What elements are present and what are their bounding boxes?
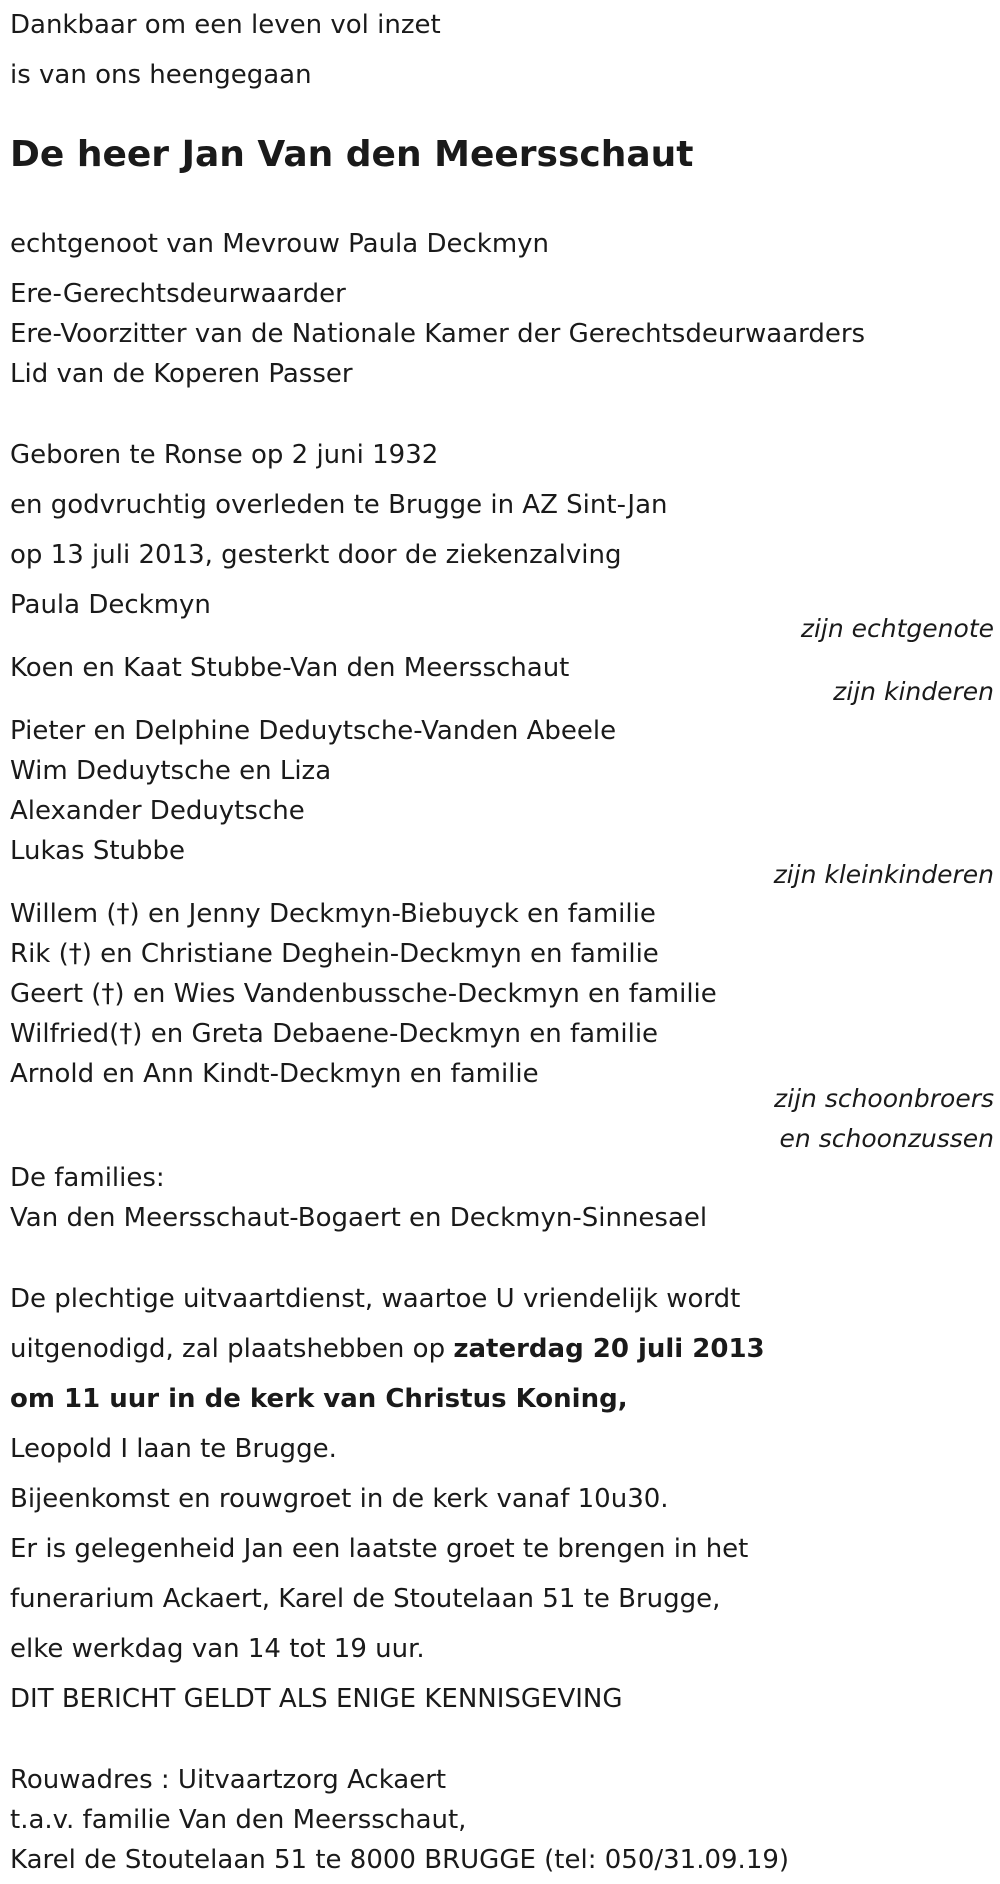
service-address: Leopold I laan te Brugge. [10, 1434, 337, 1464]
title-line: Ere-Gerechtsdeurwaarder [10, 279, 346, 309]
service-date: zaterdag 20 juli 2013 [453, 1334, 765, 1364]
service-time-location: om 11 uur in de kerk van Christus Koning, [10, 1384, 628, 1414]
families-names: Van den Meersschaut-Bogaert en Deckmyn-Sinnesael [10, 1203, 708, 1233]
grandchild-name: Wim Deduytsche en Liza [10, 756, 332, 786]
death-line: en godvruchtig overleden te Brugge in AZ Sint-Jan [10, 490, 668, 520]
wife-relation: zijn echtgenote [800, 614, 994, 643]
farewell-line-1: Er is gelegenheid Jan een laatste groet te brengen in het [10, 1534, 749, 1564]
death-date-line: op 13 juli 2013, gesterkt door de ziekenzalving [10, 540, 622, 570]
address-line-3: Karel de Stoutelaan 51 te 8000 BRUGGE (tel: 050/31.09.19) [10, 1845, 790, 1875]
address-line-2: t.a.v. familie Van den Meersschaut, [10, 1805, 467, 1835]
in-law-name: Rik (†) en Christiane Deghein-Deckmyn en familie [10, 939, 659, 969]
children-relation: zijn kinderen [833, 677, 994, 706]
families-label: De families: [10, 1163, 165, 1193]
in-law-name: Willem (†) en Jenny Deckmyn-Biebuyck en familie [10, 899, 656, 929]
address-line-1: Rouwadres : Uitvaartzorg Ackaert [10, 1765, 447, 1795]
in-laws-relation-line-1: zijn schoonbroers [774, 1084, 994, 1113]
children-name: Koen en Kaat Stubbe-Van den Meersschaut [10, 653, 570, 683]
service-line-2 [10, 1331, 765, 1367]
intro-line-2: is van ons heengegaan [10, 60, 312, 90]
birth-line: Geboren te Ronse op 2 juni 1932 [10, 440, 439, 470]
in-law-name: Geert (†) en Wies Vandenbussche-Deckmyn en familie [10, 979, 717, 1009]
intro-line-1: Dankbaar om een leven vol inzet [10, 10, 441, 40]
service-line-1: De plechtige uitvaartdienst, waartoe U vriendelijk wordt [10, 1284, 741, 1314]
title-line: Ere-Voorzitter van de Nationale Kamer der Gerechtsdeurwaarders [10, 319, 866, 349]
grandchildren-relation: zijn kleinkinderen [773, 860, 994, 889]
title-line: Lid van de Koperen Passer [10, 359, 353, 389]
grandchild-name: Pieter en Delphine Deduytsche-Vanden Abeele [10, 716, 617, 746]
service-line-2-text: uitgenodigd, zal plaatshebben op [10, 1334, 454, 1364]
gathering-line: Bijeenkomst en rouwgroet in de kerk vanaf 10u30. [10, 1484, 669, 1514]
in-law-name: Wilfried(†) en Greta Debaene-Deckmyn en familie [10, 1019, 659, 1049]
farewell-line-3: elke werkdag van 14 tot 19 uur. [10, 1634, 425, 1664]
wife-name: Paula Deckmyn [10, 590, 211, 620]
spouse-line: echtgenoot van Mevrouw Paula Deckmyn [10, 229, 550, 259]
notice-line: DIT BERICHT GELDT ALS ENIGE KENNISGEVING [10, 1684, 623, 1714]
deceased-name: De heer Jan Van den Meersschaut [10, 134, 694, 175]
grandchild-name: Alexander Deduytsche [10, 796, 305, 826]
farewell-line-2: funerarium Ackaert, Karel de Stoutelaan 51 te Brugge, [10, 1584, 721, 1614]
grandchild-name: Lukas Stubbe [10, 836, 186, 866]
in-law-name: Arnold en Ann Kindt-Deckmyn en familie [10, 1059, 539, 1089]
in-laws-relation-line-2: en schoonzussen [779, 1124, 994, 1153]
